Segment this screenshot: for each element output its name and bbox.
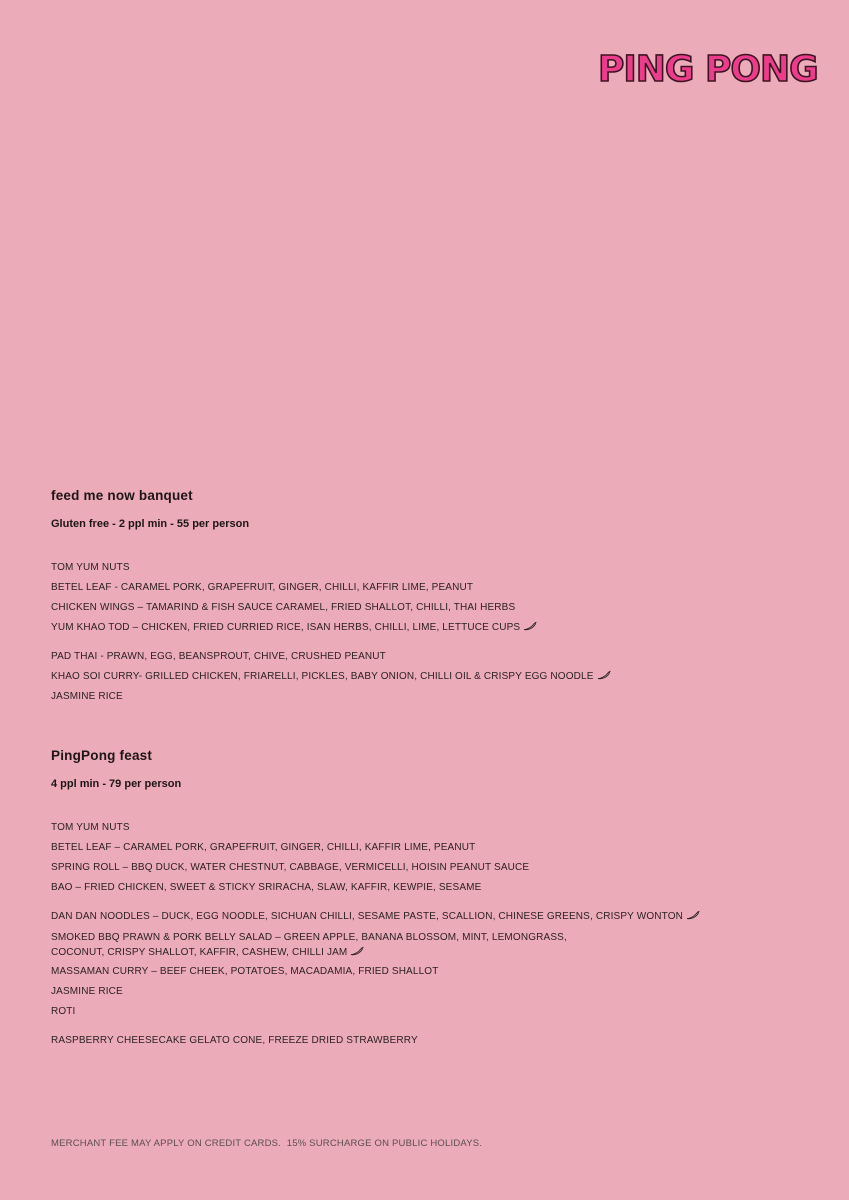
menu-item-text: TOM YUM NUTS (51, 822, 130, 833)
menu-item (51, 910, 811, 924)
chilli-icon (596, 670, 611, 680)
menu-item (51, 821, 811, 835)
menu-item-text: CHICKEN WINGS – TAMARIND & FISH SAUCE CARAMEL, FRIED SHALLOT, CHILLI, THAI HERBS (51, 602, 516, 613)
menu-item (51, 650, 811, 664)
footer-note: MERCHANT FEE MAY APPLY ON CREDIT CARDS. 15% SURCHARGE ON PUBLIC HOLIDAYS. (51, 1138, 483, 1149)
menu-item-text: ROTI (51, 1006, 76, 1017)
menu-item-text: MASSAMAN CURRY – BEEF CHEEK, POTATOES, MACADAMIA, FRIED SHALLOT (51, 966, 439, 977)
menu-item (51, 930, 811, 960)
chilli-icon (685, 910, 700, 920)
feast-subtitle: 4 ppl min - 79 per person (51, 778, 182, 790)
menu-item (51, 881, 811, 895)
menu-item-text: YUM KHAO TOD – CHICKEN, FRIED CURRIED RICE, ISAN HERBS, CHILLI, LIME, LETTUCE CUPS (51, 622, 521, 633)
menu-item-text: BETEL LEAF - CARAMEL PORK, GRAPEFRUIT, GINGER, CHILLI, KAFFIR LIME, PEANUT (51, 582, 474, 593)
menu-item (51, 601, 811, 615)
menu-item (51, 690, 811, 704)
menu-group (51, 821, 811, 895)
menu-item-text: KHAO SOI CURRY- GRILLED CHICKEN, FRIARELLI, PICKLES, BABY ONION, CHILLI OIL & CRISPY EGG NOODLE (51, 671, 594, 682)
chilli-icon (349, 946, 364, 956)
menu-group (51, 561, 811, 635)
banquet-menu (51, 561, 811, 704)
menu-item-text: RASPBERRY CHEESECAKE GELATO CONE, FREEZE DRIED STRAWBERRY (51, 1035, 418, 1046)
menu-item-text: PAD THAI - PRAWN, EGG, BEANSPROUT, CHIVE, CRUSHED PEANUT (51, 651, 386, 662)
menu-item-text: DAN DAN NOODLES – DUCK, EGG NOODLE, SICHUAN CHILLI, SESAME PASTE, SCALLION, CHINESE GREENS, CRISPY WONTON (51, 911, 683, 922)
menu-item-text: BAO – FRIED CHICKEN, SWEET & STICKY SRIRACHA, SLAW, KAFFIR, KEWPIE, SESAME (51, 882, 482, 893)
menu-item-text: JASMINE RICE (51, 691, 123, 702)
feast-section (51, 748, 811, 1054)
banquet-section (51, 488, 811, 710)
feast-title: PingPong feast (51, 748, 153, 763)
menu-item-text: BETEL LEAF – CARAMEL PORK, GRAPEFRUIT, GINGER, CHILLI, KAFFIR LIME, PEANUT (51, 842, 476, 853)
feast-menu (51, 821, 811, 1048)
menu-item (51, 1034, 811, 1048)
menu-item (51, 561, 811, 575)
chilli-icon (522, 621, 537, 631)
menu-group (51, 650, 811, 704)
menu-group (51, 910, 811, 1019)
menu-item-text: TOM YUM NUTS (51, 562, 130, 573)
menu-item-text: SPRING ROLL – BBQ DUCK, WATER CHESTNUT, CABBAGE, VERMICELLI, HOISIN PEANUT SAUCE (51, 862, 530, 873)
menu-item (51, 621, 811, 635)
menu-item (51, 965, 811, 979)
menu-item (51, 581, 811, 595)
menu-item-line: COCONUT, CRISPY SHALLOT, KAFFIR, CASHEW, CHILLI JAM (51, 947, 348, 958)
menu-item-line: SMOKED BBQ PRAWN & PORK BELLY SALAD – GREEN APPLE, BANANA BLOSSOM, MINT, LEMONGRASS, (51, 932, 567, 943)
banquet-title: feed me now banquet (51, 488, 193, 503)
ping-pong-logo: PING PONG (598, 49, 818, 90)
menu-item (51, 861, 811, 875)
menu-item (51, 1005, 811, 1019)
menu-item (51, 985, 811, 999)
menu-item-text: JASMINE RICE (51, 986, 123, 997)
menu-item (51, 670, 811, 684)
menu-group (51, 1034, 811, 1048)
menu-item (51, 841, 811, 855)
banquet-subtitle: Gluten free - 2 ppl min - 55 per person (51, 518, 250, 530)
